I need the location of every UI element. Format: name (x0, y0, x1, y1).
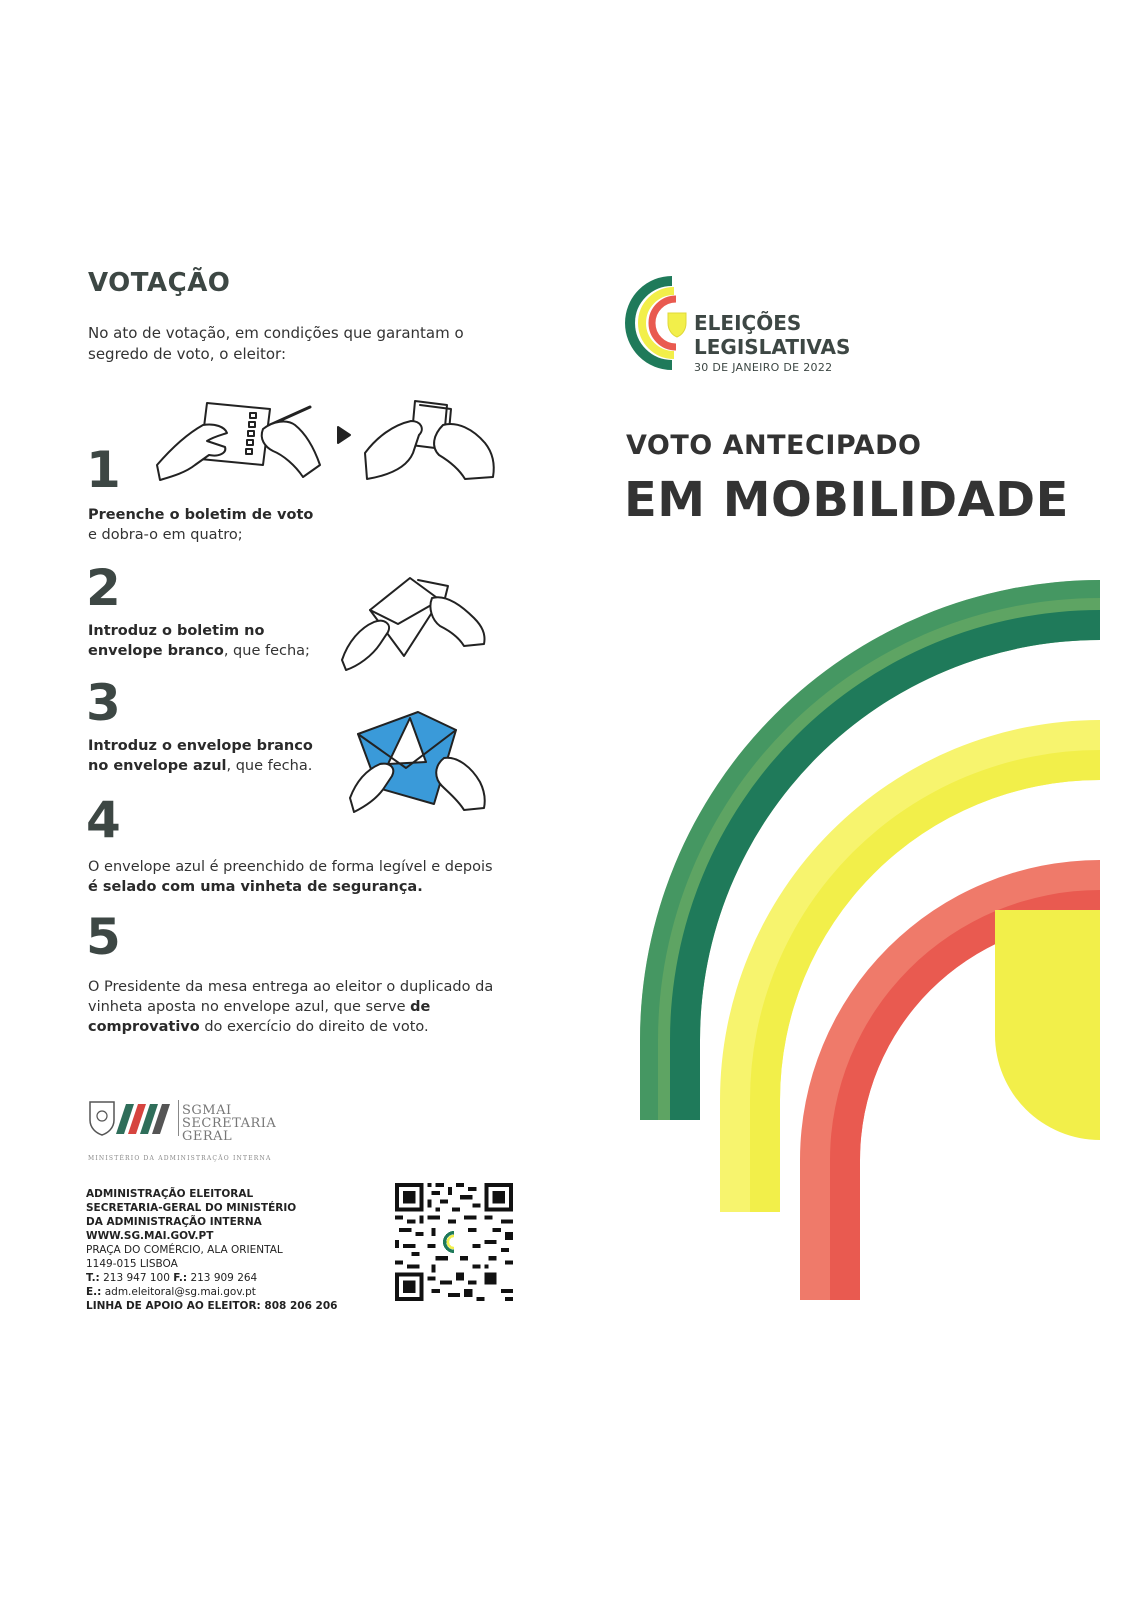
step-5-bold-b: comprovativo (88, 1019, 200, 1035)
contact-line-1: ADMINISTRAÇÃO ELEITORAL (86, 1188, 254, 1200)
step-4-number: 4 (86, 791, 121, 849)
step-2-bold-2: envelope branco (88, 643, 224, 659)
elections-line-2: LEGISLATIVAS (694, 335, 851, 359)
step-1-bold: Preenche o boletim de voto (88, 507, 314, 523)
contact-website[interactable]: WWW.SG.MAI.GOV.PT (86, 1230, 214, 1242)
blue-envelope-illustration (348, 708, 488, 814)
step-5-bold-a: de (410, 999, 431, 1015)
step-2-bold-1: Introduz o boletim no (88, 623, 265, 639)
sgmai-divider (178, 1100, 179, 1136)
qr-code-icon[interactable] (395, 1183, 513, 1301)
contact-email (86, 1285, 386, 1299)
step-1-rest: e dobra-o em quatro; (88, 527, 243, 543)
election-date: 30 DE JANEIRO DE 2022 (694, 361, 833, 374)
step-3-rest: , que fecha. (226, 758, 313, 774)
step-3-bold-1: Introduz o envelope branco (88, 738, 313, 754)
contact-address: PRAÇA DO COMÉRCIO, ALA ORIENTAL (86, 1244, 283, 1256)
step-2-number: 2 (86, 559, 121, 617)
step-1-text (88, 505, 313, 545)
step-3-text (88, 736, 313, 776)
email-value[interactable]: adm.eleitoral@sg.mai.gov.pt (104, 1286, 256, 1298)
fax-label: F.: (173, 1272, 188, 1284)
section-heading: VOTAÇÃO (88, 268, 231, 298)
step-5-line-3: do exercício do direito de voto. (204, 1019, 429, 1035)
step-4-text (88, 857, 528, 897)
step-5-number: 5 (86, 908, 121, 966)
email-label: E.: (86, 1286, 102, 1298)
elections-title (694, 311, 850, 359)
step-5-line-2: vinheta aposta no envelope azul, que serve (88, 999, 406, 1015)
step-5-text (88, 977, 538, 1037)
contact-postcode: 1149-015 LISBOA (86, 1258, 178, 1270)
elections-line-1: ELEIÇÕES (694, 311, 802, 335)
insert-ballot-illustration (340, 572, 490, 674)
elections-logo-icon (620, 275, 694, 371)
step-5-line-1: O Presidente da mesa entrega ao eleitor o duplicado da (88, 979, 494, 995)
page-title-line-2: EM MOBILIDADE (624, 472, 1069, 528)
sgmai-wordmark (182, 1104, 276, 1143)
contact-phones (86, 1271, 386, 1285)
tel-value: 213 947 100 (103, 1272, 170, 1284)
step-4-plain: O envelope azul é preenchido de forma legível e depois (88, 859, 493, 875)
sgmai-line-1: SGMAI (182, 1103, 232, 1118)
step-4-bold: é selado com uma vinheta de segurança. (88, 879, 423, 895)
tel-label: T.: (86, 1272, 100, 1284)
step-2-rest: , que fecha; (223, 643, 310, 659)
fax-value: 213 909 264 (190, 1272, 258, 1284)
step-1-number: 1 (86, 441, 121, 499)
intro-text: No ato de votação, em condições que garantam o segredo de voto, o eleitor: (88, 324, 464, 363)
rainbow-arches-graphic (640, 580, 1100, 1320)
contact-line-2: SECRETARIA-GERAL DO MINISTÉRIO (86, 1202, 297, 1214)
step-3-number: 3 (86, 674, 121, 732)
page-title-line-1: VOTO ANTECIPADO (626, 430, 922, 461)
step-2-text (88, 621, 310, 661)
contact-helpline: LINHA DE APOIO AO ELEITOR: 808 206 206 (86, 1300, 338, 1312)
fill-ballot-illustration (155, 395, 500, 485)
ministry-caption: MINISTÉRIO DA ADMINISTRAÇÃO INTERNA (88, 1155, 272, 1162)
contact-line-3: DA ADMINISTRAÇÃO INTERNA (86, 1216, 262, 1228)
sgmai-line-2: SECRETARIA (182, 1116, 277, 1131)
sgmai-line-3: GERAL (182, 1129, 233, 1144)
step-3-bold-2: no envelope azul (88, 758, 227, 774)
contact-block (86, 1187, 386, 1313)
sgmai-logo-icon (88, 1098, 176, 1138)
